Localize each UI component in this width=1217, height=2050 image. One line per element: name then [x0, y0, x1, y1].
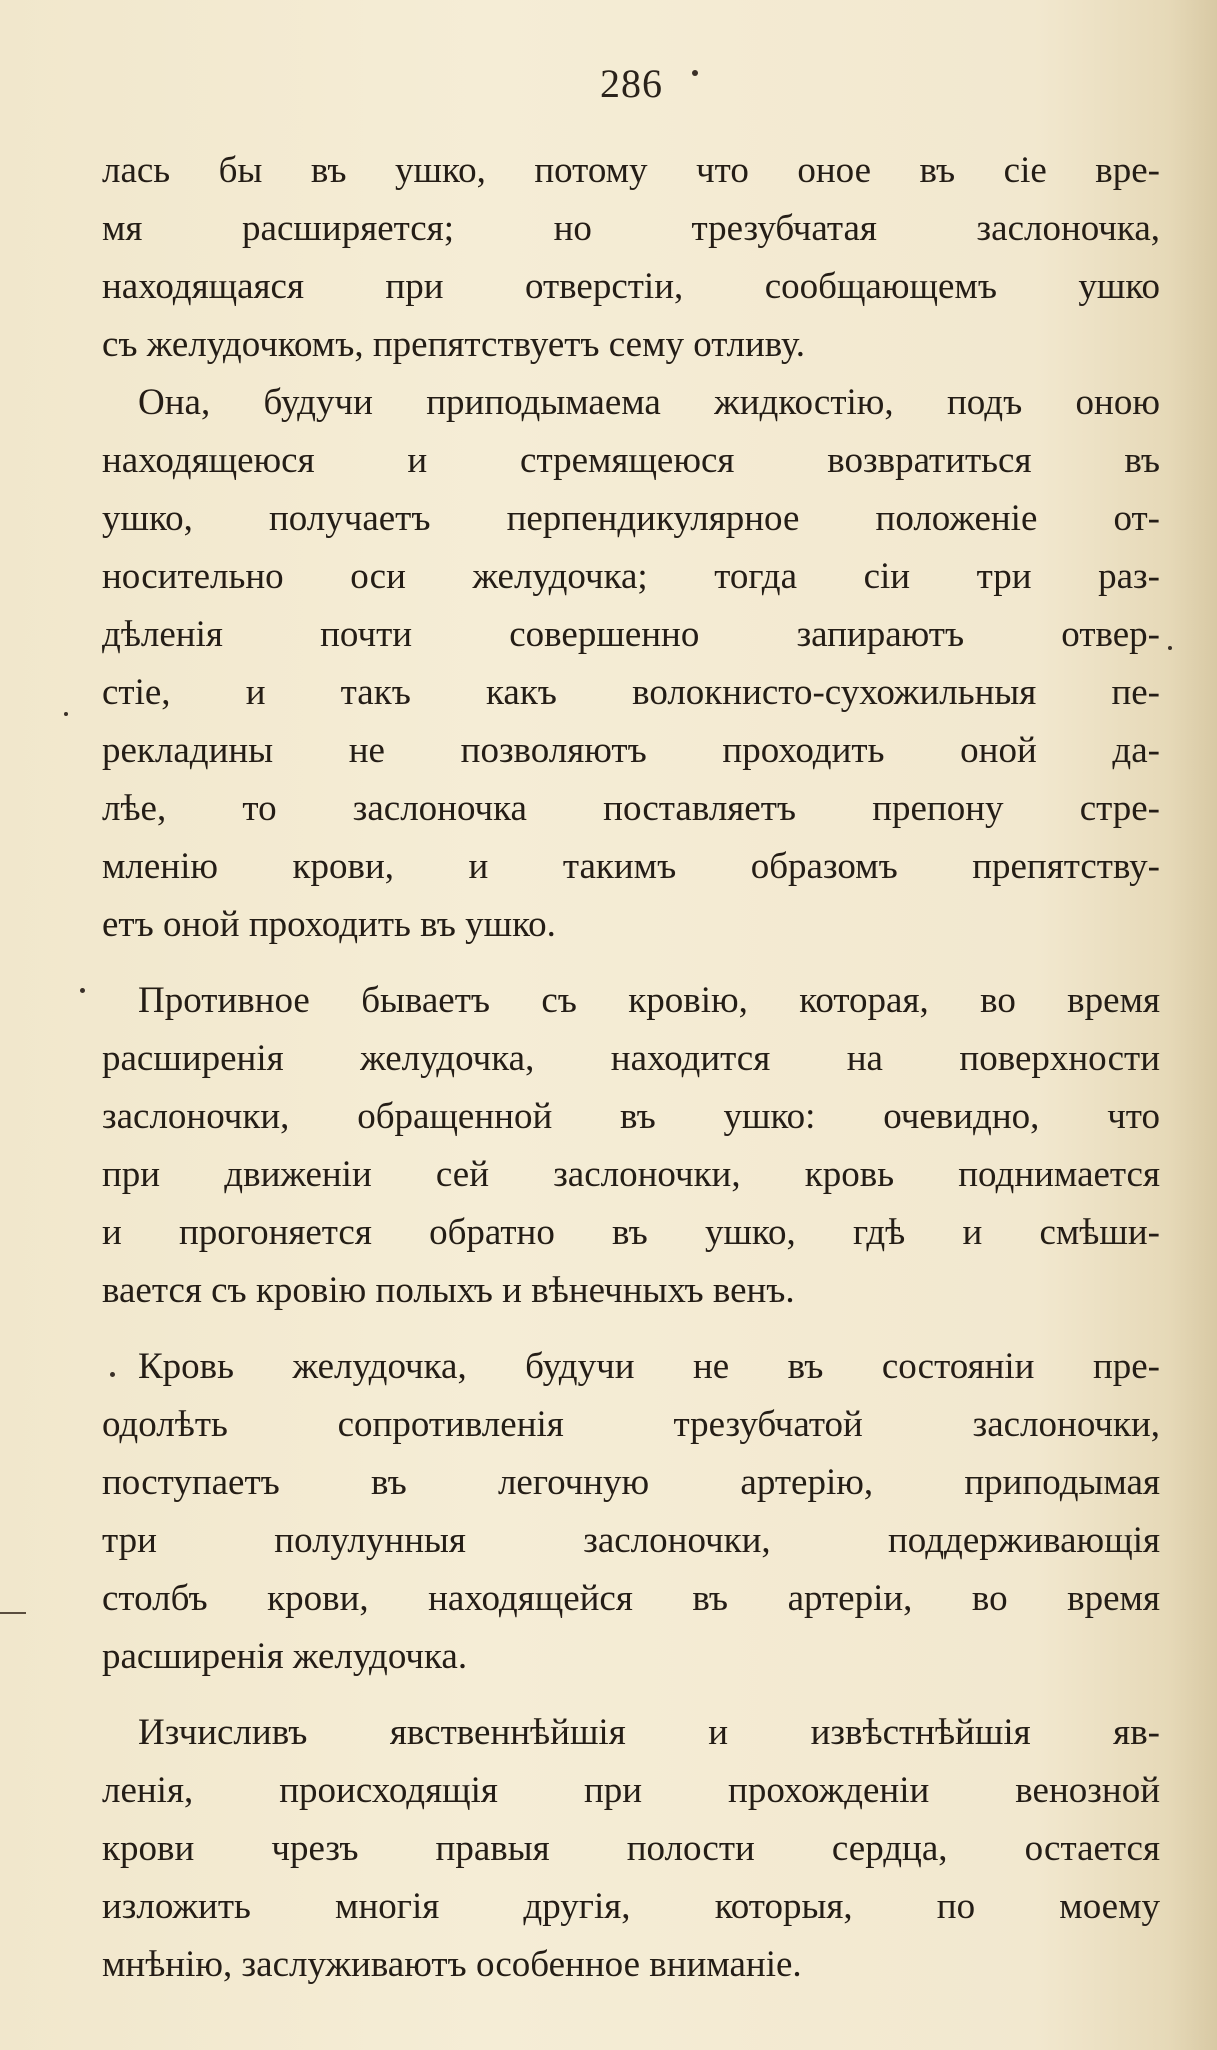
- text-line: изложить многія другія, которыя, по моему: [102, 1886, 1160, 1927]
- text-line: при движеніи сей заслоночки, кровь поднимается: [102, 1154, 1160, 1195]
- text-line: находящеюся и стремящеюся возвратиться въ: [102, 440, 1160, 481]
- text-line: Противное бываетъ съ кровію, которая, во время: [138, 980, 1160, 1021]
- text-line: крови чрезъ правыя полости сердца, остается: [102, 1828, 1160, 1869]
- text-line: расширенія желудочка, находится на поверхности: [102, 1038, 1160, 1079]
- text-line: стіе, и такъ какъ волокнисто-сухожильныя пе-: [102, 672, 1160, 713]
- text-line: Кровь желудочка, будучи не въ состояніи пре-: [138, 1346, 1160, 1387]
- paragraph: [102, 1338, 1160, 1686]
- text-line: дѣленія почти совершенно запираютъ отвер-: [102, 614, 1160, 655]
- text-line: расширенія желудочка.: [102, 1636, 468, 1677]
- text-line: вается съ кровію полыхъ и вѣнечныхъ венъ.: [102, 1270, 795, 1311]
- text-line: етъ оной проходить въ ушко.: [102, 904, 556, 945]
- text-line: заслоночки, обращенной въ ушко: очевидно, что: [102, 1096, 1160, 1137]
- text-line: три полулунныя заслоночки, поддерживающія: [102, 1520, 1160, 1561]
- text-line: ленія, происходящія при прохожденіи венозной: [102, 1770, 1160, 1811]
- text-line: ушко, получаетъ перпендикулярное положеніе от-: [102, 498, 1160, 539]
- ink-speck: [692, 70, 698, 76]
- text-line: лась бы въ ушко, потому что оное въ сіе вре-: [102, 150, 1160, 191]
- text-line: мя расширяется; но трезубчатая заслоночка,: [102, 208, 1160, 249]
- text-line: и прогоняется обратно въ ушко, гдѣ и смѣши-: [102, 1212, 1160, 1253]
- text-line: одолѣть сопротивленія трезубчатой заслоночки,: [102, 1404, 1160, 1445]
- text-line: мнѣнію, заслуживаютъ особенное вниманіе.: [102, 1944, 802, 1985]
- text-line: Изчисливъ явственнѣйшія и извѣстнѣйшія яв-: [138, 1712, 1160, 1753]
- text-line: поступаетъ въ легочную артерію, приподымая: [102, 1462, 1160, 1503]
- text-line: рекладины не позволяютъ проходить оной да-: [102, 730, 1160, 771]
- ink-speck: [80, 988, 85, 993]
- ink-speck: [1168, 646, 1172, 650]
- text-line: находящаяся при отверстіи, сообщающемъ ушко: [102, 266, 1160, 307]
- text-line: носительно оси желудочка; тогда сіи три раз-: [102, 556, 1160, 597]
- text-line: Она, будучи приподымаема жидкостію, подъ оною: [138, 382, 1160, 423]
- paragraph: [102, 1704, 1160, 1994]
- text-line: лѣе, то заслоночка поставляетъ препону стре-: [102, 788, 1160, 829]
- body-text: [102, 142, 1160, 1994]
- paragraph: [102, 374, 1160, 954]
- page-number: 286: [600, 61, 663, 106]
- ink-speck: [64, 712, 68, 716]
- paragraph: [102, 142, 1160, 374]
- text-line: столбъ крови, находящейся въ артеріи, во время: [102, 1578, 1160, 1619]
- margin-mark: [0, 1612, 26, 1614]
- text-line: мленію крови, и такимъ образомъ препятству-: [102, 846, 1160, 887]
- paragraph: [102, 972, 1160, 1320]
- text-line: съ желудочкомъ, препятствуетъ сему отливу.: [102, 324, 806, 365]
